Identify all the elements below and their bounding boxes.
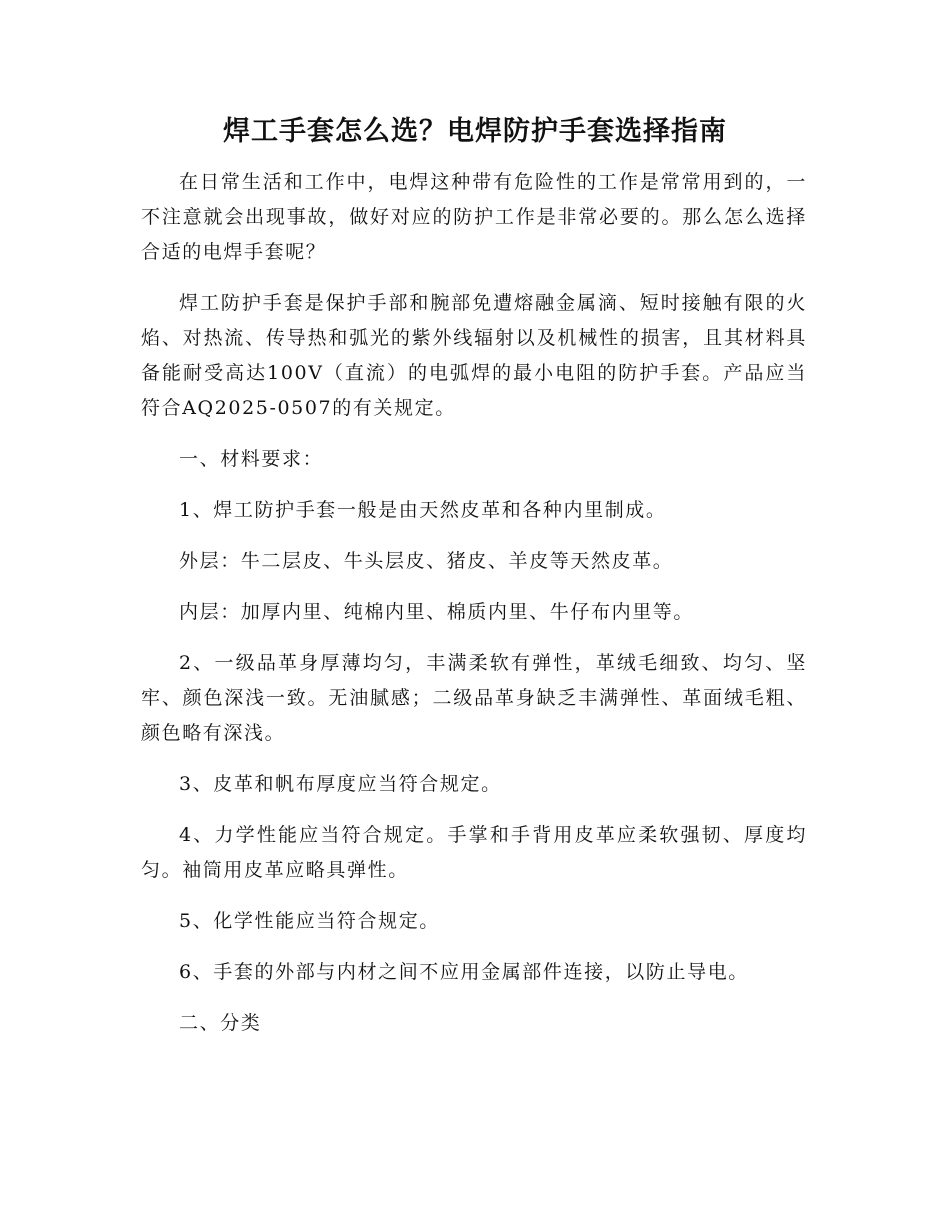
document-title: 焊工手套怎么选？电焊防护手套选择指南 — [223, 116, 727, 147]
paragraph-material-1: 1、焊工防护手套一般是由天然皮革和各种内里制成。 — [179, 499, 667, 521]
paragraph-inner-layer: 内层：加厚内里、纯棉内里、棉质内里、牛仔布内里等。 — [179, 601, 695, 623]
paragraph-material-4: 4、力学性能应当符合规定。手掌和手背用皮革应柔软强韧、厚度均匀。袖筒用皮革应略具弹性。 — [141, 824, 807, 881]
section-heading-materials: 一、材料要求： — [179, 448, 324, 470]
paragraph-material-5: 5、化学性能应当符合规定。 — [179, 910, 440, 932]
document-body — [141, 165, 807, 1057]
paragraph-definition: 焊工防护手套是保护手部和腕部免遭熔融金属滴、短时接触有限的火焰、对热流、传导热和弧光的紫外线辐射以及机械性的损害，且其材料具备能耐受高达100V（直流）的电弧焊的最小电阻的防护手套。产品应当符合AQ2025-0507的有关规定。 — [141, 292, 807, 419]
paragraph-material-2: 2、一级品革身厚薄均匀，丰满柔软有弹性，革绒毛细致、均匀、坚牢、颜色深浅一致。无油腻感；二级品革身缺乏丰满弹性、革面绒毛粗、颜色略有深浅。 — [141, 652, 807, 744]
paragraph-material-3: 3、皮革和帆布厚度应当符合规定。 — [179, 773, 502, 795]
paragraph-material-6: 6、手套的外部与内材之间不应用金属部件连接，以防止导电。 — [179, 961, 749, 983]
paragraph-intro: 在日常生活和工作中，电焊这种带有危险性的工作是常常用到的，一不注意就会出现事故，做好对应的防护工作是非常必要的。那么怎么选择合适的电焊手套呢？ — [141, 171, 807, 263]
section-heading-classification: 二、分类 — [179, 1012, 262, 1034]
paragraph-outer-layer: 外层：牛二层皮、牛头层皮、猪皮、羊皮等天然皮革。 — [179, 550, 674, 572]
